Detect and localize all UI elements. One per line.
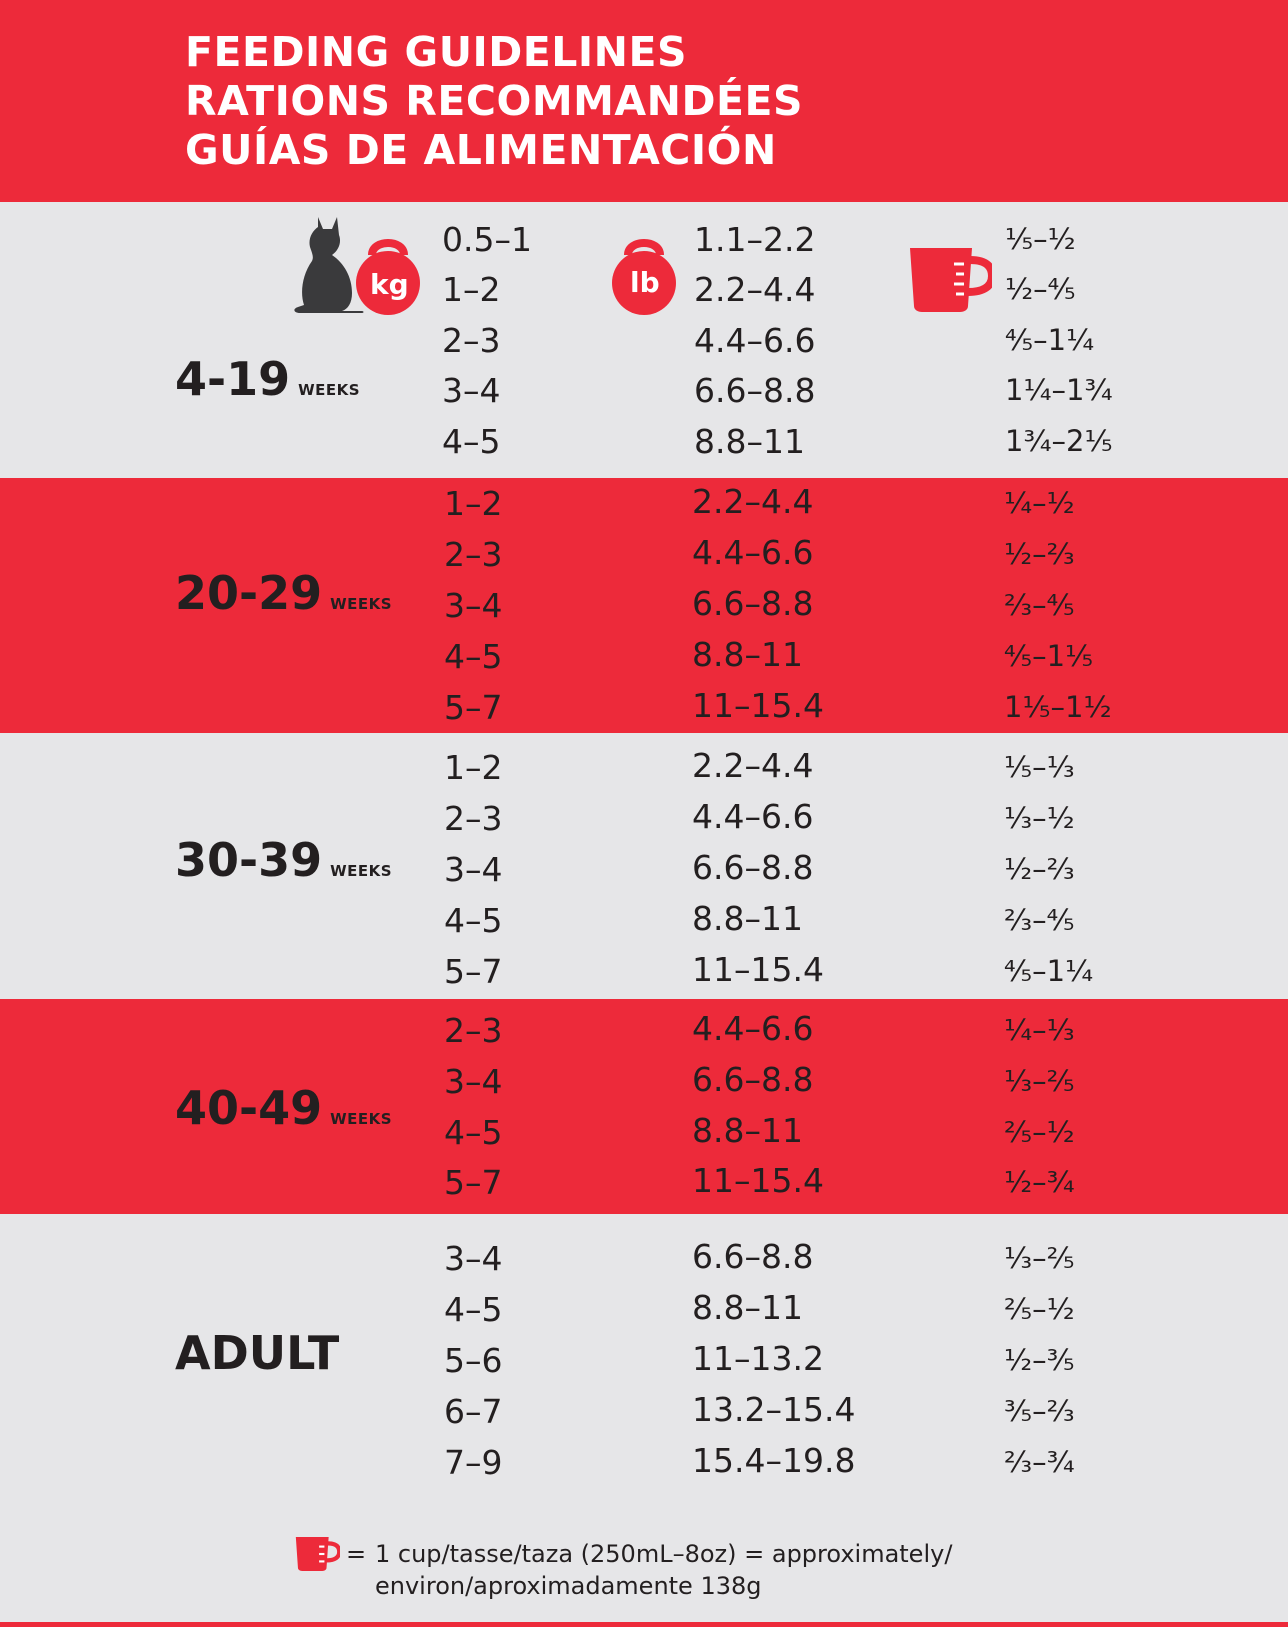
lb-cell: 6.6–8.8 bbox=[694, 371, 816, 410]
lb-cell: 13.2–15.4 bbox=[692, 1390, 856, 1429]
lb-cell: 2.2–4.4 bbox=[692, 746, 814, 785]
lb-cell: 15.4–19.8 bbox=[692, 1441, 856, 1480]
kg-cell: 4–5 bbox=[444, 1113, 503, 1152]
kg-cell: 5–7 bbox=[444, 952, 503, 991]
lb-cell: 2.2–4.4 bbox=[694, 270, 816, 309]
footer-equals: = bbox=[346, 1540, 367, 1568]
kg-cell: 7–9 bbox=[444, 1443, 503, 1482]
kg-cell: 2–3 bbox=[444, 799, 503, 838]
kg-cell: 4–5 bbox=[442, 422, 501, 461]
kg-cell: 2–3 bbox=[444, 535, 503, 574]
cups-cell: ⁴⁄₅–1¹⁄₄ bbox=[1005, 323, 1095, 357]
lb-cell: 8.8–11 bbox=[694, 422, 805, 461]
lb-cell: 8.8–11 bbox=[692, 1111, 803, 1150]
lb-cell: 6.6–8.8 bbox=[692, 584, 814, 623]
kg-cell: 1–2 bbox=[444, 484, 503, 523]
footer-note-line2: environ/aproximadamente 138g bbox=[375, 1572, 762, 1600]
kg-icon-label: kg bbox=[370, 268, 409, 301]
cups-cell: ¹⁄₃–¹⁄₂ bbox=[1004, 801, 1075, 835]
measuring-cup-icon bbox=[908, 246, 992, 314]
title-french: RATIONS RECOMMANDÉES bbox=[185, 77, 804, 125]
lb-cell: 8.8–11 bbox=[692, 899, 803, 938]
lb-cell: 11–15.4 bbox=[692, 1161, 824, 1200]
cups-cell: ¹⁄₄–¹⁄₂ bbox=[1004, 486, 1075, 520]
cups-cell: ¹⁄₅–¹⁄₃ bbox=[1004, 750, 1075, 784]
kg-cell: 3–4 bbox=[442, 371, 501, 410]
kg-cell: 0.5–1 bbox=[442, 220, 532, 259]
lb-cell: 4.4–6.6 bbox=[692, 533, 814, 572]
cups-cell: ¹⁄₄–¹⁄₃ bbox=[1004, 1013, 1075, 1047]
lb-cell: 4.4–6.6 bbox=[694, 321, 816, 360]
lb-cell: 8.8–11 bbox=[692, 1288, 803, 1327]
cups-cell: ⁴⁄₅–1¹⁄₅ bbox=[1004, 639, 1094, 673]
lb-cell: 11–15.4 bbox=[692, 950, 824, 989]
kg-cell: 1–2 bbox=[442, 270, 501, 309]
cups-cell: ²⁄₅–¹⁄₂ bbox=[1004, 1115, 1075, 1149]
kg-cell: 3–4 bbox=[444, 1062, 503, 1101]
lb-cell: 8.8–11 bbox=[692, 635, 803, 674]
kg-cell: 4–5 bbox=[444, 901, 503, 940]
cups-cell: ¹⁄₃–²⁄₅ bbox=[1004, 1064, 1075, 1098]
footer-note-line1: 1 cup/tasse/taza (250mL–8oz) = approximately/ bbox=[375, 1540, 953, 1568]
kg-cell: 3–4 bbox=[444, 586, 503, 625]
footer-cup-icon bbox=[294, 1536, 340, 1572]
header-banner bbox=[0, 0, 1288, 202]
lb-cell: 11–15.4 bbox=[692, 686, 824, 725]
kg-cell: 5–7 bbox=[444, 1163, 503, 1202]
kg-cell: 5–6 bbox=[444, 1341, 503, 1380]
cups-cell: ¹⁄₂–⁴⁄₅ bbox=[1005, 272, 1076, 306]
cups-cell: ¹⁄₅–¹⁄₂ bbox=[1005, 222, 1076, 256]
lb-cell: 4.4–6.6 bbox=[692, 797, 814, 836]
lb-cell: 2.2–4.4 bbox=[692, 482, 814, 521]
age-label-4-19: 4-19 WEEKS bbox=[175, 352, 361, 406]
title-spanish: GUÍAS DE ALIMENTACIÓN bbox=[185, 126, 777, 174]
bottom-rule bbox=[0, 1622, 1288, 1627]
cups-cell: ²⁄₃–³⁄₄ bbox=[1004, 1445, 1075, 1479]
kg-cell: 3–4 bbox=[444, 850, 503, 889]
cups-cell: ²⁄₃–⁴⁄₅ bbox=[1004, 588, 1075, 622]
cups-cell: 1¹⁄₅–1¹⁄₂ bbox=[1004, 690, 1112, 724]
kg-cell: 6–7 bbox=[444, 1392, 503, 1431]
lb-cell: 1.1–2.2 bbox=[694, 220, 816, 259]
kg-cell: 4–5 bbox=[444, 637, 503, 676]
cups-cell: ²⁄₅–¹⁄₂ bbox=[1004, 1292, 1075, 1326]
title-english: FEEDING GUIDELINES bbox=[185, 28, 688, 76]
cups-cell: ¹⁄₂–³⁄₅ bbox=[1004, 1343, 1075, 1377]
footer-note bbox=[375, 1538, 952, 1602]
cups-cell: ¹⁄₂–²⁄₃ bbox=[1004, 537, 1075, 571]
age-label-20-29: 20-29 WEEKS bbox=[175, 566, 393, 620]
lb-icon-label: lb bbox=[630, 266, 660, 299]
kg-cell: 2–3 bbox=[442, 321, 501, 360]
kg-cell: 2–3 bbox=[444, 1011, 503, 1050]
kg-cell: 4–5 bbox=[444, 1290, 503, 1329]
cups-cell: 1¹⁄₄–1³⁄₄ bbox=[1005, 373, 1113, 407]
kg-cell: 3–4 bbox=[444, 1239, 503, 1278]
cups-cell: 1³⁄₄–2¹⁄₅ bbox=[1005, 424, 1113, 458]
kg-cell: 5–7 bbox=[444, 688, 503, 727]
cups-cell: ⁴⁄₅–1¹⁄₄ bbox=[1004, 954, 1094, 988]
cups-cell: ²⁄₃–⁴⁄₅ bbox=[1004, 903, 1075, 937]
lb-cell: 11–13.2 bbox=[692, 1339, 824, 1378]
cups-cell: ¹⁄₃–²⁄₅ bbox=[1004, 1241, 1075, 1275]
lb-cell: 4.4–6.6 bbox=[692, 1009, 814, 1048]
age-label-40-49: 40-49 WEEKS bbox=[175, 1081, 393, 1135]
cups-cell: ³⁄₅–²⁄₃ bbox=[1004, 1394, 1075, 1428]
kg-cell: 1–2 bbox=[444, 748, 503, 787]
cups-cell: ¹⁄₂–²⁄₃ bbox=[1004, 852, 1075, 886]
age-label-30-39: 30-39 WEEKS bbox=[175, 833, 393, 887]
lb-cell: 6.6–8.8 bbox=[692, 1060, 814, 1099]
lb-cell: 6.6–8.8 bbox=[692, 1237, 814, 1276]
age-label-adult: ADULT bbox=[175, 1326, 340, 1380]
cups-cell: ¹⁄₂–³⁄₄ bbox=[1004, 1165, 1075, 1199]
lb-cell: 6.6–8.8 bbox=[692, 848, 814, 887]
